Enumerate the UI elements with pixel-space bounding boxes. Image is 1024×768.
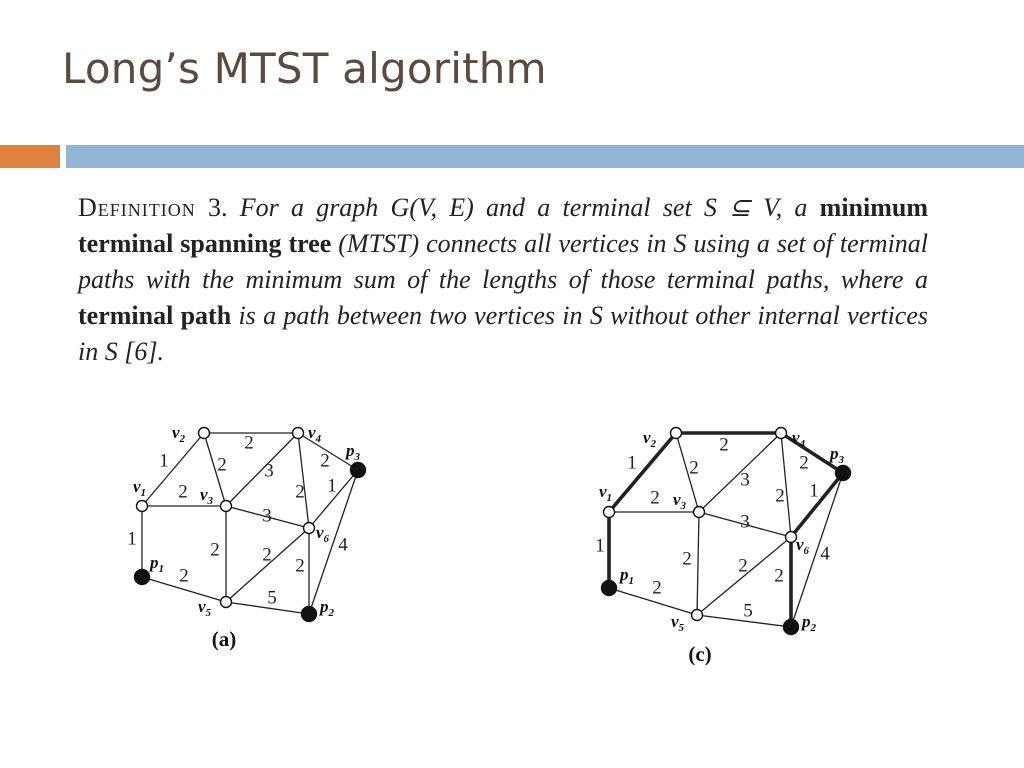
figure-caption: (a) (211, 627, 237, 651)
vertex-label-v3: $v_3$ (200, 485, 214, 507)
definition-part5: using a set of terminal paths with the minimum sum of the lengths of those terminal paths, where a (78, 229, 929, 294)
definition-s1: S (673, 229, 687, 258)
vertex-label-p2: $p_2$ (802, 612, 816, 634)
terminal-vertex-p1 (602, 581, 617, 596)
edge-weight: 2 (652, 577, 662, 599)
definition-part2: and a terminal set (486, 193, 692, 222)
definition-graph: G(V, E) (390, 193, 474, 222)
edge-weight: 1 (627, 452, 637, 474)
vertex-label-p3: $p_3$ (346, 441, 360, 463)
edge-weight: 2 (244, 432, 254, 454)
definition-part8: [6]. (124, 337, 164, 366)
edge-weight: 2 (774, 565, 784, 587)
term-mtst: minimum terminal spanning tree (78, 193, 929, 258)
vertex-v2 (671, 428, 682, 439)
vertex-label-v3: $v_3$ (673, 490, 687, 512)
edge-v4-v3 (226, 433, 298, 506)
edge-weight: 2 (320, 450, 330, 472)
term-terminal-path: terminal path (78, 301, 232, 330)
edge-weight: 5 (267, 587, 277, 609)
vertex-label-v5: $v_5$ (671, 612, 685, 634)
vertex-v6 (304, 523, 315, 534)
vertex-v5 (692, 610, 703, 621)
slide-title: Long’s MTST algorithm (62, 44, 547, 93)
terminal-vertex-p2 (784, 620, 799, 635)
edge-weight: 2 (650, 487, 660, 509)
vertex-label-v6: $v_6$ (316, 523, 330, 545)
vertex-label-v4: $v_4$ (308, 423, 322, 445)
vertex-label-v1: $v_1$ (133, 477, 147, 499)
vertex-v3 (694, 507, 705, 518)
terminal-vertex-p3 (836, 466, 851, 481)
edge-v3-v5 (697, 512, 699, 615)
edge-weight: 2 (210, 539, 220, 561)
edge-weight: 2 (262, 544, 272, 566)
edge-weight: 2 (178, 481, 188, 503)
definition-set: S ⊆ V (703, 193, 776, 222)
edge-weight: 2 (799, 452, 809, 474)
graph-figure-0 (127, 423, 365, 651)
vertex-v1 (604, 507, 615, 518)
vertex-v4 (293, 428, 304, 439)
definition-s2: S (589, 301, 603, 330)
edge-weight: 3 (264, 460, 274, 482)
vertex-label-v5: $v_5$ (198, 597, 212, 619)
edge-weight: 2 (217, 454, 227, 476)
edge-weight: 2 (738, 555, 748, 577)
edge-weight: 2 (719, 434, 729, 456)
edge-weight: 1 (809, 480, 819, 502)
vertex-v5 (221, 597, 232, 608)
edge-weight: 2 (179, 565, 189, 587)
vertex-label-v1: $v_1$ (599, 482, 613, 504)
vertex-v6 (786, 532, 797, 543)
vertex-label-p3: $p_3$ (830, 444, 844, 466)
edge-weight: 3 (740, 511, 750, 533)
edge-weight: 1 (159, 450, 169, 472)
edge-weight: 1 (127, 528, 137, 550)
edge-weight: 4 (338, 534, 348, 556)
definition-part1: For a graph (239, 193, 379, 222)
vertex-v1 (137, 501, 148, 512)
edge-v1-v2 (142, 433, 204, 506)
edge-weight: 3 (262, 505, 272, 527)
vertex-label-v2: $v_2$ (643, 428, 657, 450)
terminal-vertex-p3 (351, 463, 366, 478)
vertex-v2 (199, 428, 210, 439)
edge-weight: 1 (327, 475, 337, 497)
edge-weight: 2 (295, 555, 305, 577)
definition-part3: , a (775, 193, 808, 222)
vertex-label-v4: $v_4$ (792, 428, 806, 450)
vertex-label-v6: $v_6$ (796, 535, 810, 557)
definition-part4: (MTST) connects all vertices in (338, 229, 667, 258)
definition-number: 3. (208, 193, 228, 222)
edge-weight: 3 (740, 469, 750, 491)
figure-caption: (c) (688, 642, 712, 666)
terminal-vertex-p2 (302, 607, 317, 622)
vertex-label-p2: $p_2$ (320, 597, 334, 619)
vertex-v4 (776, 428, 787, 439)
vertex-label-v2: $v_2$ (172, 423, 186, 445)
vertex-label-p1: $p_1$ (150, 553, 164, 575)
definition-part6: is a path between two vertices in (238, 301, 583, 330)
vertex-v3 (221, 501, 232, 512)
definition-part7: without other internal vertices in (78, 301, 929, 366)
edge-weight: 2 (295, 481, 305, 503)
definition-label: Definition (78, 193, 196, 222)
edge-weight: 1 (595, 535, 605, 557)
edge-weight: 2 (775, 485, 785, 507)
terminal-vertex-p1 (135, 570, 150, 585)
vertex-label-p1: $p_1$ (620, 565, 634, 587)
edge-weight: 2 (689, 457, 699, 479)
edge-weight: 4 (820, 543, 830, 565)
edge-weight: 5 (743, 600, 753, 622)
definition-s3: S (104, 337, 118, 366)
edge-weight: 2 (682, 548, 692, 570)
graph-figure-1 (595, 428, 850, 667)
